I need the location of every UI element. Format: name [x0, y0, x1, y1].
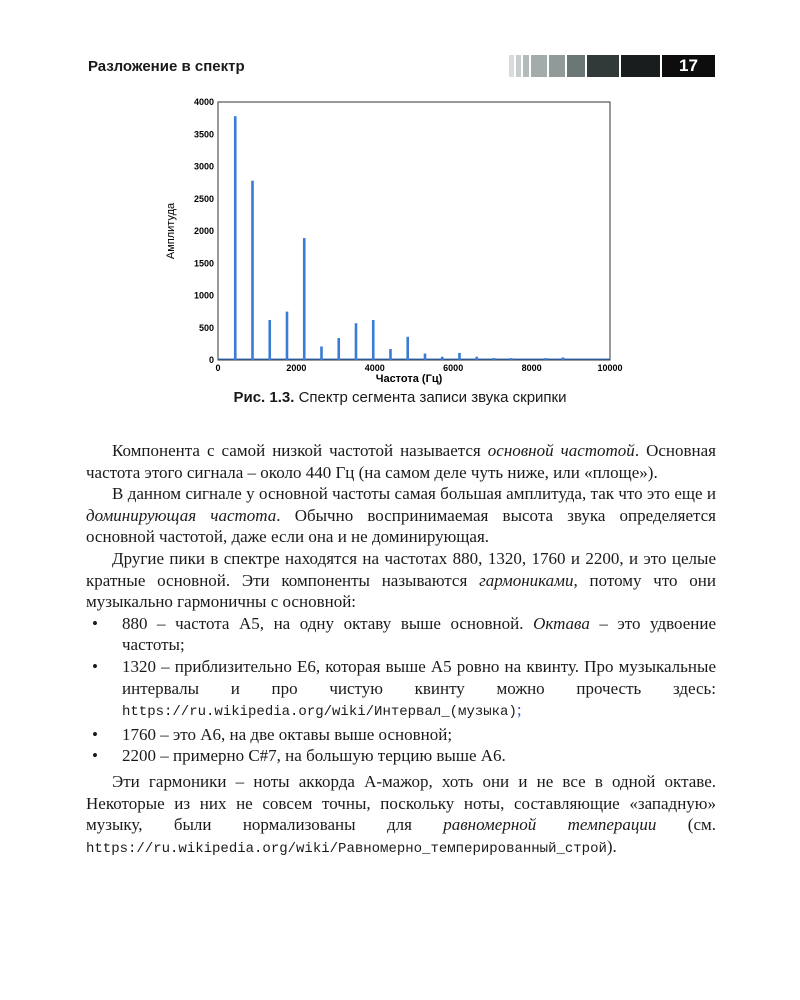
text: (см. [656, 815, 716, 835]
list-item: • 1760 – это A6, на две октавы выше основной; [122, 724, 716, 746]
y-tick-label: 4000 [193, 97, 214, 107]
list-item [122, 613, 716, 656]
spectrum-peak [320, 346, 323, 360]
spectrum-peak [251, 181, 254, 360]
spectrum-peak [441, 357, 444, 360]
spectrum-peak [389, 349, 392, 360]
spectrum-peak [355, 323, 358, 360]
list-item: • 2200 – примерно C#7, на большую терцию выше A6. [122, 745, 716, 767]
paragraph [86, 440, 716, 483]
text: – это удвоение частоты; [122, 613, 716, 655]
spectrum-peak [475, 357, 478, 360]
x-tick-label: 4000 [364, 363, 385, 373]
text: Компонента с самой низкой частотой называется [112, 441, 488, 460]
spectrum-peak [337, 338, 340, 360]
text: ). [606, 836, 617, 856]
x-tick-label: 10000 [597, 363, 623, 373]
term: гармониками [479, 570, 574, 590]
x-axis-label: Частота (Гц) [375, 373, 443, 385]
x-tick-label: 2000 [286, 363, 307, 373]
text: Другие пики в спектре находятся на частотах 880, 1320, 1760 и 2200, и это целые кратные основной. Эти компоненты называются [86, 548, 716, 590]
list-item [122, 656, 716, 724]
y-tick-label: 3000 [193, 161, 214, 172]
x-tick-label: 6000 [443, 363, 464, 373]
text: 880 – частота A5, на одну октаву выше основной. [122, 613, 534, 633]
text: ; [516, 700, 522, 720]
paragraph [86, 548, 716, 613]
spectrum-peak [286, 312, 289, 360]
spectrum-chart [160, 90, 640, 390]
y-tick-label: 3500 [193, 129, 214, 140]
text: Эти гармоники – ноты аккорда A-мажор, хоть они и не все в одной октаве. Некоторые из них не совсем точны, поскольку ноты, составляющие «западную» музыку, были нормализованы для [86, 771, 716, 835]
spectrum-peak [303, 238, 306, 360]
spectrum-peak [406, 337, 409, 360]
text: . Обычно воспринимаемая высота звука определяется основной частотой, даже если она и не доминирующая. [86, 505, 716, 547]
x-tick-label: 0 [215, 363, 221, 373]
text: , потому что они музыкально гармоничны с основной: [86, 570, 716, 612]
figure-caption [0, 389, 800, 406]
y-tick-label: 1000 [193, 290, 214, 301]
temperament-link[interactable]: https://ru.wikipedia.org/wiki/Равномерно_темперированный_строй [86, 840, 607, 857]
x-tick-label: 8000 [521, 363, 542, 373]
caption-label: Рис. 1.3. [233, 389, 295, 406]
body-text [86, 440, 716, 860]
y-tick-label: 1500 [193, 258, 214, 269]
y-tick-label: 500 [198, 322, 214, 333]
page-number: 17 [662, 55, 715, 77]
section-title: Разложение в спектр [88, 58, 245, 75]
term: Октава [533, 613, 590, 633]
paragraph [86, 483, 716, 548]
y-tick-label: 2500 [193, 193, 214, 204]
caption-text: Спектр сегмента записи звука скрипки [294, 389, 567, 406]
spectrum-peak [268, 320, 271, 360]
spectrum-peak [372, 320, 375, 360]
text: В данном сигнале у основной частоты самая большая амплитуда, так что это еще и [112, 484, 716, 504]
term: доминирующая частота [86, 505, 277, 525]
spectrum-peak [234, 116, 237, 360]
term: основной частотой [487, 441, 635, 460]
term: равномерной темперации [443, 815, 657, 835]
harmonics-list [86, 613, 716, 767]
y-tick-label: 2000 [193, 226, 214, 236]
paragraph [86, 771, 716, 860]
y-tick-label: 0 [208, 355, 214, 365]
y-axis-label: Амплитуда [165, 202, 177, 260]
text: . Основная частота этого сигнала – около 440 Гц (на самом деле чуть ниже, или «площе»). [86, 441, 716, 482]
text: 1320 – приблизительно E6, которая выше A5 ровно на квинту. Про музыкальные интервалы и про чистую квинту можно прочесть здесь: [122, 656, 716, 698]
plot-frame [218, 102, 610, 360]
interval-link[interactable]: https://ru.wikipedia.org/wiki/Интервал_(музыка) [122, 704, 517, 721]
